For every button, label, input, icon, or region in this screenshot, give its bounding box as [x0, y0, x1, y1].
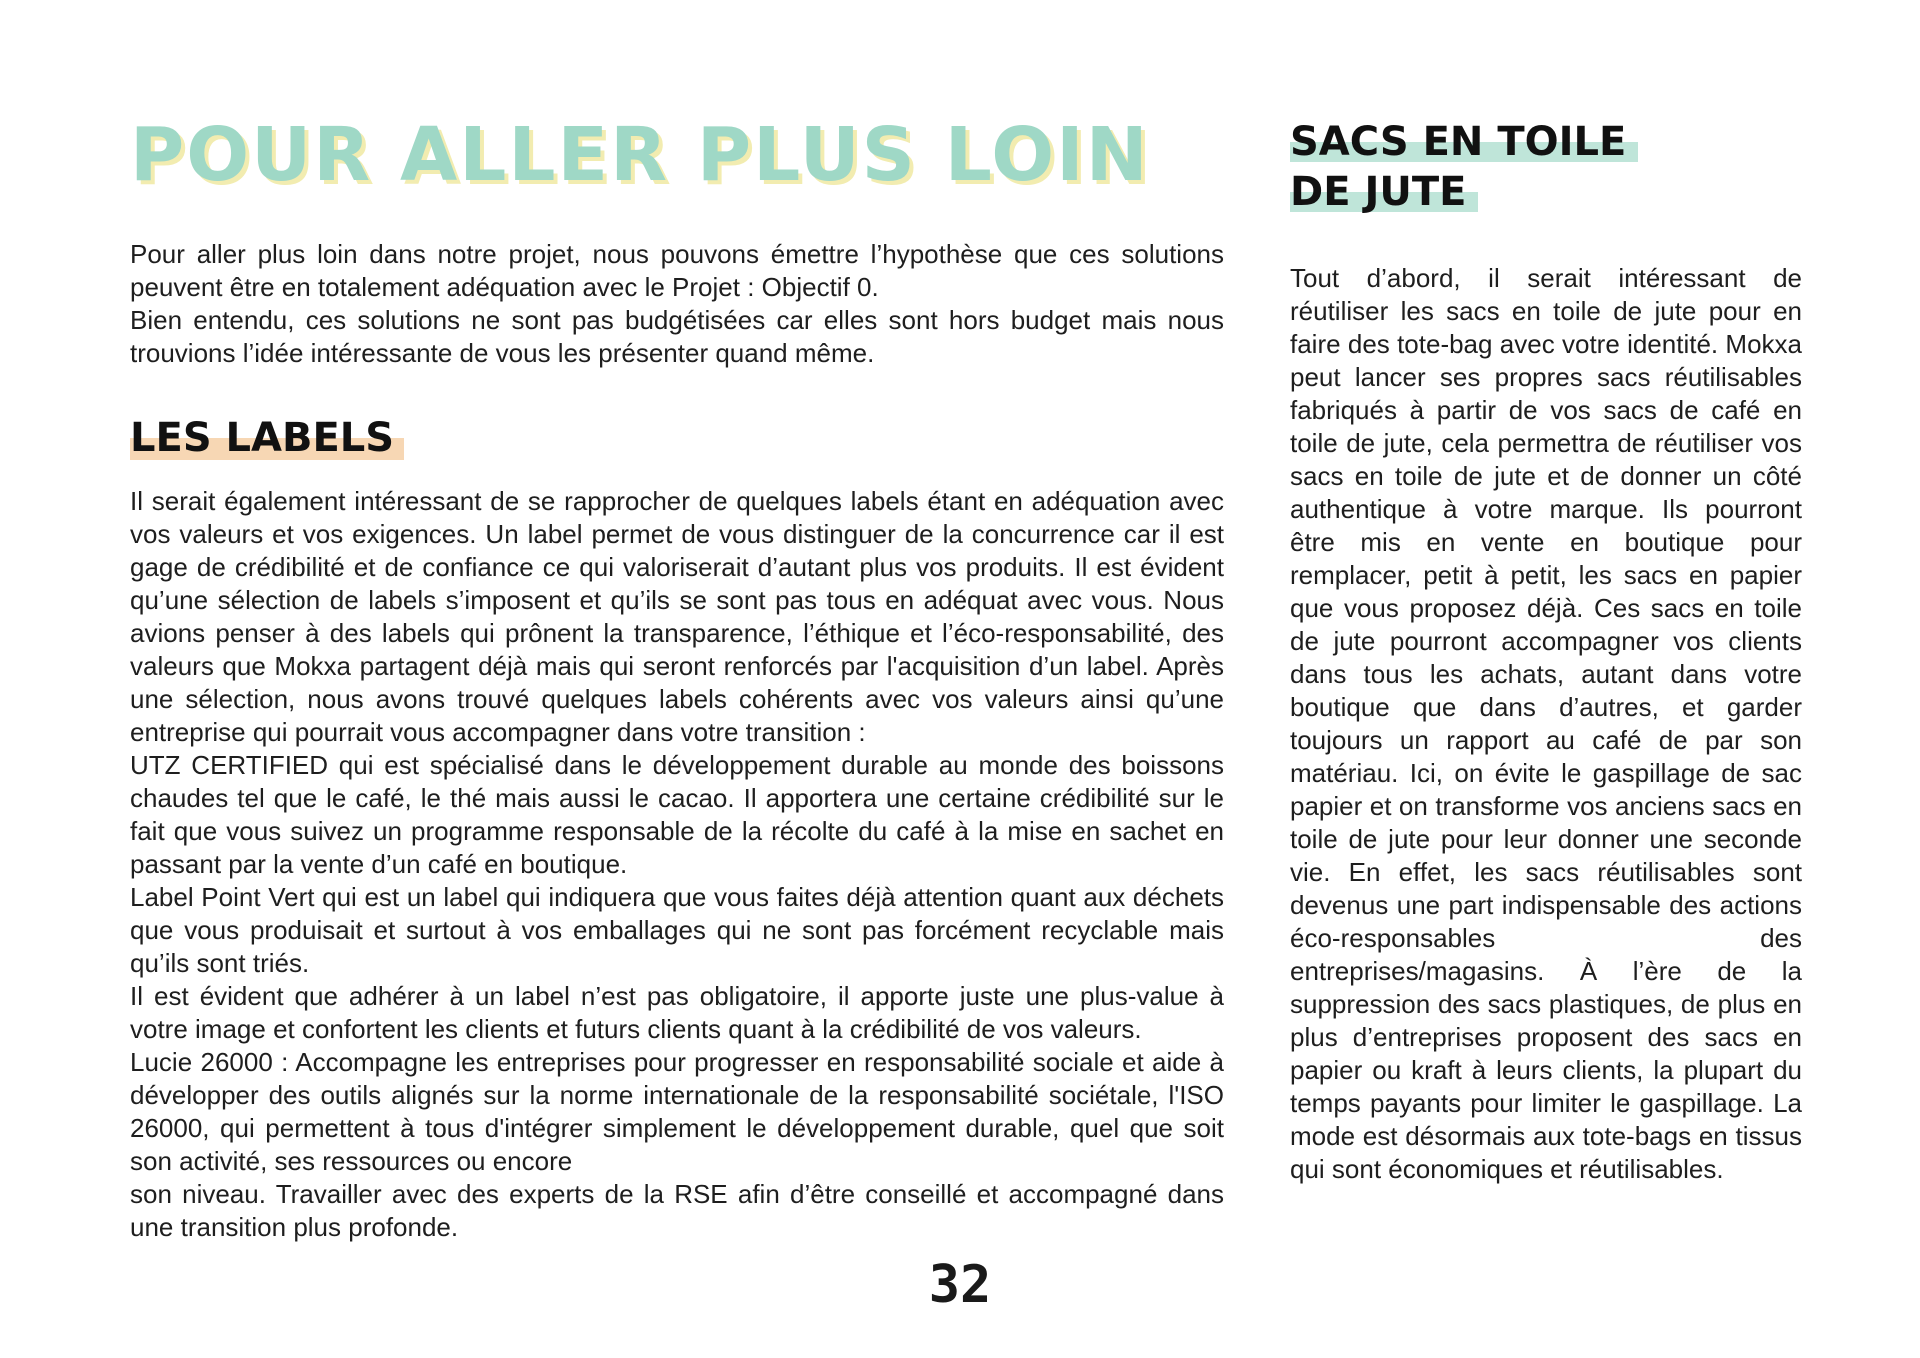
jute-heading-line-2	[1290, 170, 1466, 214]
page-number: 32	[928, 1255, 992, 1315]
intro-section	[130, 238, 1224, 370]
labels-paragraph-lucie: Lucie 26000 : Accompagne les entreprises pour progresser en responsabilité sociale et aide à développer des outils alignés sur la norme internationale de la responsabilité sociétale, l'ISO 26000, qui permettent à tous d'intégrer simplement le développement durable, quel que soit son activité, ses ressources ou encore	[130, 1047, 1224, 1176]
jute-section-body	[1290, 262, 1802, 1186]
jute-heading-text-2: DE JUTE	[1290, 169, 1467, 215]
jute-heading-text-1: SACS EN TOILE	[1290, 119, 1627, 165]
labels-paragraph-point-vert: Label Point Vert qui est un label qui indiquera que vous faites déjà attention quant aux déchets que vous produisait et surtout à vos emballages qui ne sont pas forcément recyclable mais qu’ils sont triés.	[130, 882, 1224, 978]
page-title: POUR ALLER PLUS LOIN	[130, 112, 1150, 198]
intro-paragraph-2: Bien entendu, ces solutions ne sont pas budgétisées car elles sont hors budget mais nous trouvions l’idée intéressante de vous les présenter quand même.	[130, 305, 1224, 368]
labels-paragraph-plus-value: Il est évident que adhérer à un label n’est pas obligatoire, il apporte juste une plus-value à votre image et confortent les clients et futurs clients quant à la crédibilité de vos valeurs.	[130, 981, 1224, 1044]
intro-paragraph-1: Pour aller plus loin dans notre projet, nous pouvons émettre l’hypothèse que ces solutions peuvent être en totalement adéquation avec le Projet : Objectif 0.	[130, 239, 1224, 302]
jute-heading-block	[1290, 120, 1770, 220]
labels-heading: LES LABELS	[130, 415, 395, 461]
labels-paragraph-rse: son niveau. Travailler avec des experts de la RSE afin d’être conseillé et accompagné dans une transition plus profonde.	[130, 1179, 1224, 1242]
labels-heading-block	[130, 416, 394, 460]
jute-heading-line-1	[1290, 120, 1626, 164]
jute-paragraph: Tout d’abord, il serait intéressant de réutiliser les sacs en toile de jute pour en faire des tote-bag avec votre identité. Mokxa peut lancer ses propres sacs réutilisables fabriqués à partir de vos sacs de café en toile de jute, cela permettra de réutiliser vos sacs en toile de jute et de donner un côté authentique à votre marque. Ils pourront être mis en vente en boutique pour remplacer, petit à petit, les sacs en papier que vous proposez déjà. Ces sacs en toile de jute pourront accompagner vos clients dans tous les achats, autant dans votre boutique que dans d’autres, et garder toujours un rapport au café de par son matériau. Ici, on évite le gaspillage de sac papier et on transforme vos anciens sacs en toile de jute pour leur donner une seconde vie. En effet, les sacs réutilisables sont devenus une part indispensable des actions éco-responsables des entreprises/magasins. À l’ère de la suppression des sacs plastiques, de plus en plus d’entreprises proposent des sacs en papier ou kraft à leurs clients, la plupart du temps payants pour limiter le gaspillage. La mode est désormais aux tote-bags en tissus qui sont économiques et réutilisables.	[1290, 263, 1802, 1184]
labels-paragraph-utz: UTZ CERTIFIED qui est spécialisé dans le développement durable au monde des boissons chaudes tel que le café, le thé mais aussi le cacao. Il apportera une certaine crédibilité sur le fait que vous suivez un programme responsable de la récolte du café à la mise en sachet en passant par la vente d’un café en boutique.	[130, 750, 1224, 879]
labels-section-body	[130, 485, 1224, 1244]
labels-paragraph-intro: Il serait également intéressant de se rapprocher de quelques labels étant en adéquation avec vos valeurs et vos exigences. Un label permet de vous distinguer de la concurrence car il est gage de crédibilité et de confiance ce qui valoriserait d’autant plus vos produits. Il est évident qu’une sélection de labels s’imposent et qu’ils se sont pas tous en adéquat avec vous. Nous avions penser à des labels qui prônent la transparence, l’éthique et l’éco-responsabilité, des valeurs que Mokxa partagent déjà mais qui seront renforcés par l'acquisition d’un label. Après une sélection, nous avons trouvé quelques labels cohérents avec vos valeurs ainsi qu’une entreprise qui pourrait vous accompagner dans votre transition :	[130, 486, 1224, 747]
